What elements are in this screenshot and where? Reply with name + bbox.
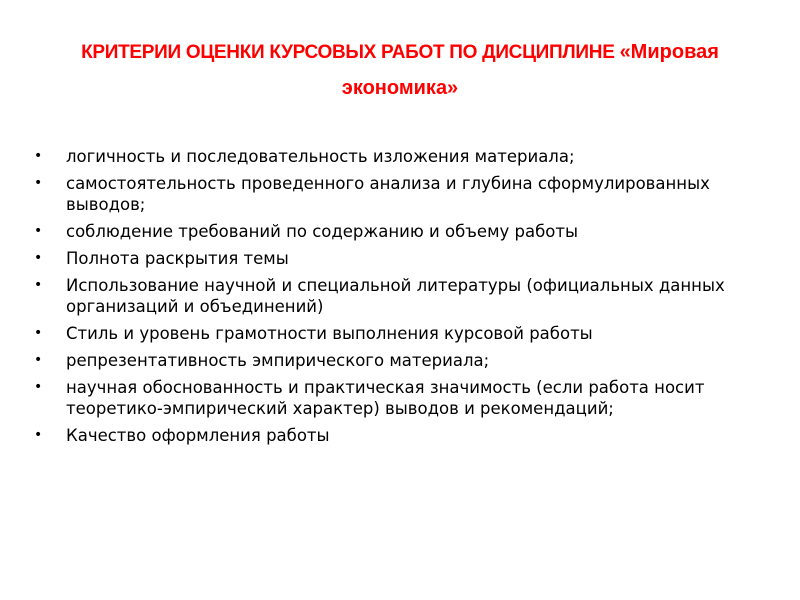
bullet-icon: • [34,223,43,239]
list-item [34,173,764,215]
list-item [34,275,764,317]
slide-title-part2: «Мировая экономика» [341,41,719,99]
bullet-icon: • [34,325,43,341]
bullet-icon: • [34,379,43,395]
list-item-text: соблюдение требований по содержанию и объему работы [66,222,579,241]
bullet-icon: • [34,175,43,191]
bullet-icon: • [34,427,43,443]
list-item [34,248,764,269]
list-item [34,323,764,344]
list-item [34,425,764,446]
slide-title-part1: КРИТЕРИИ ОЦЕНКИ КУРСОВЫХ РАБОТ ПО ДИСЦИПЛИНЕ [81,42,620,63]
bullet-icon: • [34,148,43,164]
list-item [34,377,764,419]
bullet-icon: • [34,352,43,368]
list-item-text: Качество оформления работы [66,426,330,445]
list-item [34,221,764,242]
slide-title [40,32,760,103]
bullet-icon: • [34,277,43,293]
list-item [34,146,764,167]
list-item-text: Стиль и уровень грамотности выполнения курсовой работы [66,324,593,343]
criteria-list [34,146,764,452]
list-item-text: Использование научной и специальной литературы (официальных данных организаций и объединений) [66,276,725,316]
list-item-text: логичность и последовательность изложения материала; [66,147,575,166]
bullet-icon: • [34,250,43,266]
list-item-text: научная обоснованность и практическая значимость (если работа носит теоретико-эмпирический характер) выводов и рекомендаций; [66,378,705,418]
list-item [34,350,764,371]
list-item-text: репрезентативность эмпирического материала; [66,351,490,370]
list-item-text: Полнота раскрытия темы [66,249,289,268]
list-item-text: самостоятельность проведенного анализа и глубина сформулированных выводов; [66,174,710,214]
